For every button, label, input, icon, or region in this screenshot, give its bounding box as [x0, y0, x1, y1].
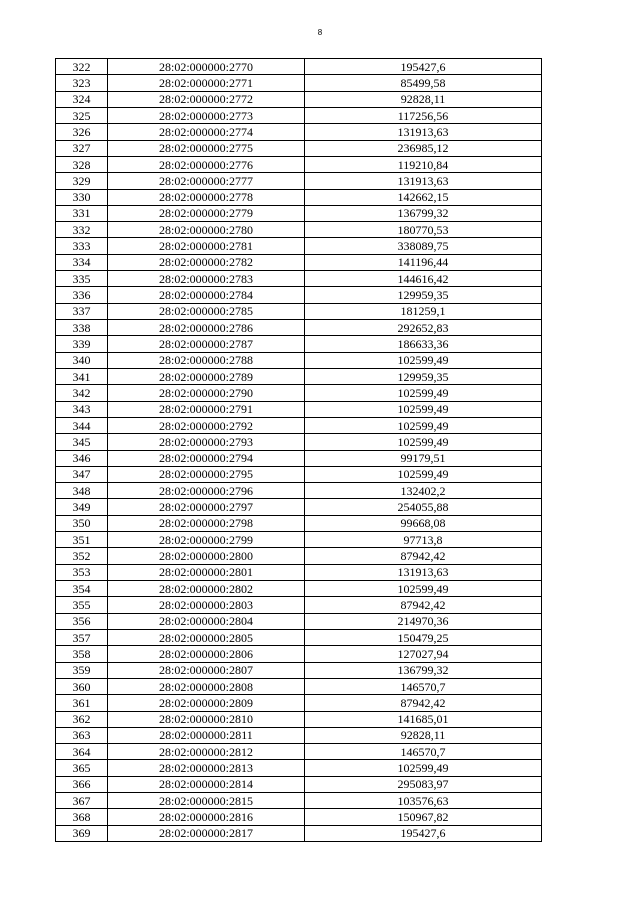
value-cell: 132402,2 [305, 483, 542, 499]
table-row [56, 59, 542, 75]
cadastral-number-cell: 28:02:000000:2781 [108, 238, 305, 254]
row-number-cell: 348 [56, 483, 108, 499]
value-cell: 92828,11 [305, 727, 542, 743]
cadastral-number-cell: 28:02:000000:2814 [108, 776, 305, 792]
table-row [56, 434, 542, 450]
row-number-cell: 356 [56, 613, 108, 629]
row-number-cell: 355 [56, 597, 108, 613]
row-number-cell: 365 [56, 760, 108, 776]
table-row [56, 254, 542, 270]
cadastral-number-cell: 28:02:000000:2772 [108, 91, 305, 107]
table-row [56, 107, 542, 123]
value-cell: 146570,7 [305, 744, 542, 760]
cadastral-number-cell: 28:02:000000:2777 [108, 173, 305, 189]
row-number-cell: 333 [56, 238, 108, 254]
value-cell: 102599,49 [305, 401, 542, 417]
cadastral-number-cell: 28:02:000000:2810 [108, 711, 305, 727]
table-row [56, 483, 542, 499]
row-number-cell: 367 [56, 793, 108, 809]
cadastral-number-cell: 28:02:000000:2771 [108, 75, 305, 91]
cadastral-number-cell: 28:02:000000:2775 [108, 140, 305, 156]
cadastral-number-cell: 28:02:000000:2803 [108, 597, 305, 613]
value-cell: 150479,25 [305, 629, 542, 645]
table-row [56, 629, 542, 645]
table-row [56, 173, 542, 189]
value-cell: 87942,42 [305, 597, 542, 613]
value-cell: 117256,56 [305, 107, 542, 123]
table-row [56, 809, 542, 825]
row-number-cell: 330 [56, 189, 108, 205]
row-number-cell: 339 [56, 336, 108, 352]
cadastral-number-cell: 28:02:000000:2780 [108, 222, 305, 238]
table-row [56, 368, 542, 384]
table-row [56, 499, 542, 515]
row-number-cell: 360 [56, 678, 108, 694]
table-row [56, 287, 542, 303]
table-row [56, 678, 542, 694]
value-cell: 146570,7 [305, 678, 542, 694]
table-row [56, 744, 542, 760]
table-row [56, 515, 542, 531]
table-row [56, 662, 542, 678]
row-number-cell: 350 [56, 515, 108, 531]
row-number-cell: 326 [56, 124, 108, 140]
cadastral-number-cell: 28:02:000000:2808 [108, 678, 305, 694]
table-row [56, 75, 542, 91]
table-row [56, 793, 542, 809]
value-cell: 195427,6 [305, 59, 542, 75]
value-cell: 102599,49 [305, 417, 542, 433]
row-number-cell: 335 [56, 271, 108, 287]
row-number-cell: 349 [56, 499, 108, 515]
value-cell: 131913,63 [305, 173, 542, 189]
row-number-cell: 341 [56, 368, 108, 384]
value-cell: 141685,01 [305, 711, 542, 727]
row-number-cell: 331 [56, 205, 108, 221]
cadastral-number-cell: 28:02:000000:2795 [108, 466, 305, 482]
row-number-cell: 352 [56, 548, 108, 564]
row-number-cell: 343 [56, 401, 108, 417]
value-cell: 102599,49 [305, 760, 542, 776]
value-cell: 136799,32 [305, 662, 542, 678]
value-cell: 254055,88 [305, 499, 542, 515]
table-row [56, 613, 542, 629]
table-row [56, 271, 542, 287]
value-cell: 102599,49 [305, 466, 542, 482]
value-cell: 214970,36 [305, 613, 542, 629]
row-number-cell: 354 [56, 581, 108, 597]
cadastral-number-cell: 28:02:000000:2812 [108, 744, 305, 760]
cadastral-number-cell: 28:02:000000:2806 [108, 646, 305, 662]
value-cell: 295083,97 [305, 776, 542, 792]
value-cell: 181259,1 [305, 303, 542, 319]
page-number: 8 [317, 28, 323, 37]
cadastral-number-cell: 28:02:000000:2796 [108, 483, 305, 499]
cadastral-number-cell: 28:02:000000:2816 [108, 809, 305, 825]
cadastral-number-cell: 28:02:000000:2788 [108, 352, 305, 368]
value-cell: 119210,84 [305, 156, 542, 172]
table-row [56, 401, 542, 417]
cadastral-number-cell: 28:02:000000:2785 [108, 303, 305, 319]
cadastral-number-cell: 28:02:000000:2799 [108, 532, 305, 548]
cadastral-number-cell: 28:02:000000:2805 [108, 629, 305, 645]
cadastral-number-cell: 28:02:000000:2779 [108, 205, 305, 221]
table-row [56, 385, 542, 401]
row-number-cell: 324 [56, 91, 108, 107]
cadastral-number-cell: 28:02:000000:2794 [108, 450, 305, 466]
cadastral-number-cell: 28:02:000000:2809 [108, 695, 305, 711]
row-number-cell: 323 [56, 75, 108, 91]
cadastral-number-cell: 28:02:000000:2815 [108, 793, 305, 809]
cadastral-number-cell: 28:02:000000:2790 [108, 385, 305, 401]
value-cell: 102599,49 [305, 581, 542, 597]
cadastral-number-cell: 28:02:000000:2792 [108, 417, 305, 433]
value-cell: 142662,15 [305, 189, 542, 205]
table-row [56, 776, 542, 792]
table-row [56, 417, 542, 433]
cadastral-number-cell: 28:02:000000:2804 [108, 613, 305, 629]
table-row [56, 156, 542, 172]
table-row [56, 695, 542, 711]
row-number-cell: 340 [56, 352, 108, 368]
cadastral-number-cell: 28:02:000000:2784 [108, 287, 305, 303]
cadastral-number-cell: 28:02:000000:2776 [108, 156, 305, 172]
value-cell: 102599,49 [305, 434, 542, 450]
row-number-cell: 359 [56, 662, 108, 678]
cadastral-number-cell: 28:02:000000:2801 [108, 564, 305, 580]
table-row [56, 597, 542, 613]
value-cell: 92828,11 [305, 91, 542, 107]
table-row [56, 646, 542, 662]
table-row [56, 564, 542, 580]
row-number-cell: 364 [56, 744, 108, 760]
row-number-cell: 342 [56, 385, 108, 401]
table-row [56, 825, 542, 841]
table-row [56, 205, 542, 221]
value-cell: 131913,63 [305, 564, 542, 580]
value-cell: 99668,08 [305, 515, 542, 531]
cadastral-number-cell: 28:02:000000:2791 [108, 401, 305, 417]
table-row [56, 532, 542, 548]
value-cell: 136799,32 [305, 205, 542, 221]
cadastral-number-cell: 28:02:000000:2782 [108, 254, 305, 270]
cadastral-number-cell: 28:02:000000:2789 [108, 368, 305, 384]
value-cell: 87942,42 [305, 548, 542, 564]
table-row [56, 238, 542, 254]
table-row [56, 336, 542, 352]
row-number-cell: 345 [56, 434, 108, 450]
row-number-cell: 327 [56, 140, 108, 156]
row-number-cell: 332 [56, 222, 108, 238]
value-cell: 127027,94 [305, 646, 542, 662]
row-number-cell: 347 [56, 466, 108, 482]
value-cell: 338089,75 [305, 238, 542, 254]
table-row [56, 352, 542, 368]
row-number-cell: 336 [56, 287, 108, 303]
table-row [56, 581, 542, 597]
cadastral-number-cell: 28:02:000000:2773 [108, 107, 305, 123]
row-number-cell: 361 [56, 695, 108, 711]
value-cell: 180770,53 [305, 222, 542, 238]
cadastral-number-cell: 28:02:000000:2787 [108, 336, 305, 352]
value-cell: 129959,35 [305, 368, 542, 384]
value-cell: 129959,35 [305, 287, 542, 303]
row-number-cell: 362 [56, 711, 108, 727]
table-row [56, 727, 542, 743]
cadastral-number-cell: 28:02:000000:2797 [108, 499, 305, 515]
cadastral-number-cell: 28:02:000000:2811 [108, 727, 305, 743]
table-row [56, 450, 542, 466]
table-row [56, 189, 542, 205]
table-row [56, 91, 542, 107]
cadastral-number-cell: 28:02:000000:2793 [108, 434, 305, 450]
value-cell: 99179,51 [305, 450, 542, 466]
cadastral-number-cell: 28:02:000000:2813 [108, 760, 305, 776]
value-cell: 141196,44 [305, 254, 542, 270]
value-cell: 195427,6 [305, 825, 542, 841]
table-row [56, 466, 542, 482]
table-row [56, 760, 542, 776]
table-row [56, 303, 542, 319]
row-number-cell: 358 [56, 646, 108, 662]
row-number-cell: 366 [56, 776, 108, 792]
row-number-cell: 334 [56, 254, 108, 270]
cadastral-number-cell: 28:02:000000:2774 [108, 124, 305, 140]
value-cell: 186633,36 [305, 336, 542, 352]
row-number-cell: 329 [56, 173, 108, 189]
row-number-cell: 322 [56, 59, 108, 75]
row-number-cell: 337 [56, 303, 108, 319]
cadastral-number-cell: 28:02:000000:2807 [108, 662, 305, 678]
value-cell: 150967,82 [305, 809, 542, 825]
value-cell: 102599,49 [305, 385, 542, 401]
row-number-cell: 338 [56, 320, 108, 336]
row-number-cell: 368 [56, 809, 108, 825]
parcel-table-body [56, 59, 542, 842]
parcel-table [55, 58, 542, 842]
row-number-cell: 328 [56, 156, 108, 172]
cadastral-number-cell: 28:02:000000:2802 [108, 581, 305, 597]
cadastral-number-cell: 28:02:000000:2786 [108, 320, 305, 336]
cadastral-number-cell: 28:02:000000:2817 [108, 825, 305, 841]
table-row [56, 140, 542, 156]
value-cell: 103576,63 [305, 793, 542, 809]
cadastral-number-cell: 28:02:000000:2778 [108, 189, 305, 205]
cadastral-number-cell: 28:02:000000:2783 [108, 271, 305, 287]
table-row [56, 320, 542, 336]
row-number-cell: 363 [56, 727, 108, 743]
value-cell: 144616,42 [305, 271, 542, 287]
row-number-cell: 351 [56, 532, 108, 548]
value-cell: 97713,8 [305, 532, 542, 548]
value-cell: 236985,12 [305, 140, 542, 156]
row-number-cell: 325 [56, 107, 108, 123]
value-cell: 292652,83 [305, 320, 542, 336]
value-cell: 102599,49 [305, 352, 542, 368]
table-row [56, 548, 542, 564]
value-cell: 85499,58 [305, 75, 542, 91]
table-row [56, 124, 542, 140]
cadastral-number-cell: 28:02:000000:2770 [108, 59, 305, 75]
value-cell: 131913,63 [305, 124, 542, 140]
cadastral-number-cell: 28:02:000000:2798 [108, 515, 305, 531]
row-number-cell: 357 [56, 629, 108, 645]
cadastral-number-cell: 28:02:000000:2800 [108, 548, 305, 564]
row-number-cell: 346 [56, 450, 108, 466]
row-number-cell: 344 [56, 417, 108, 433]
table-row [56, 222, 542, 238]
row-number-cell: 353 [56, 564, 108, 580]
value-cell: 87942,42 [305, 695, 542, 711]
table-row [56, 711, 542, 727]
row-number-cell: 369 [56, 825, 108, 841]
